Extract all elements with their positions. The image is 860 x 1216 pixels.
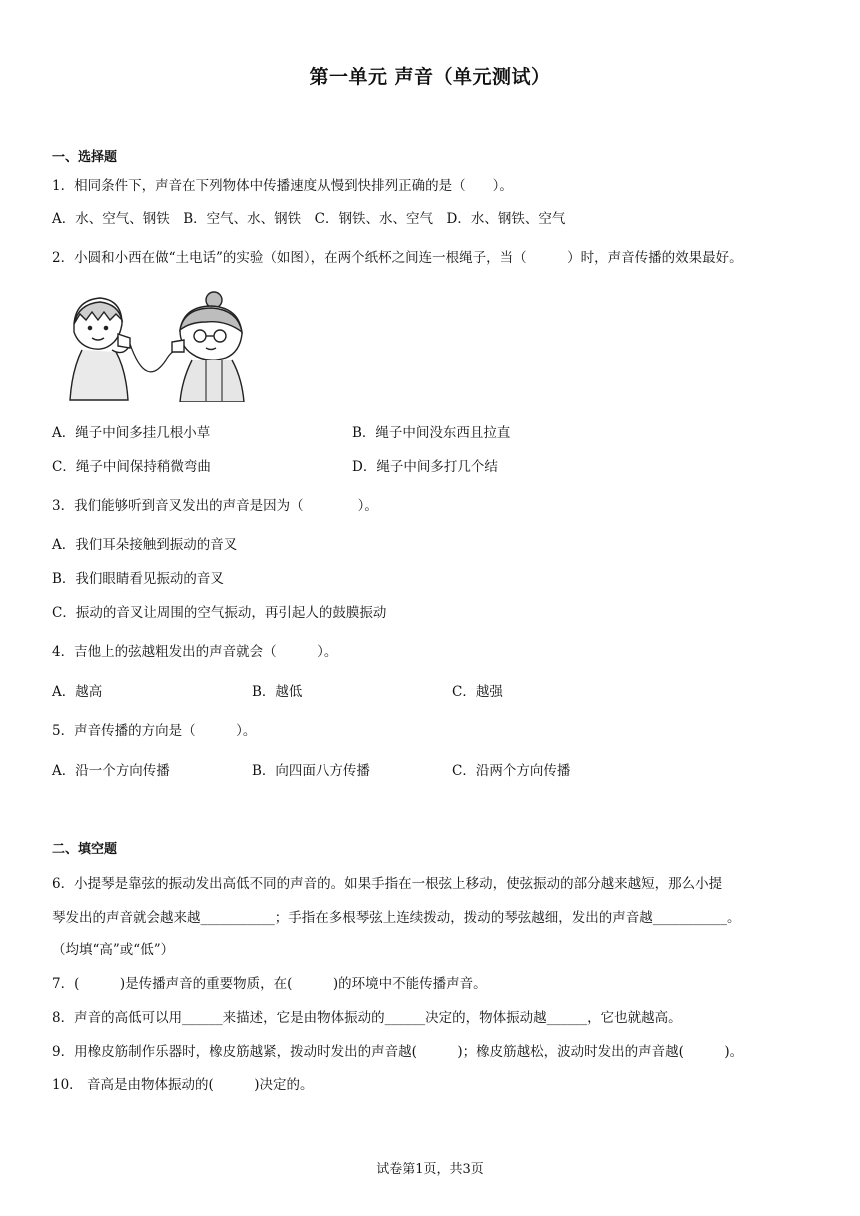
question-3-option-a: A．我们耳朵接触到振动的音叉 — [52, 537, 238, 553]
question-5-option-b: B．向四面八方传播 — [252, 763, 370, 779]
question-2-option-c: C．绳子中间保持稍微弯曲 — [52, 459, 211, 475]
question-2-option-d: D．绳子中间多打几个结 — [352, 459, 498, 475]
question-4-option-c: C．越强 — [452, 684, 503, 700]
section-heading-fill: 二、填空题 — [52, 842, 118, 857]
question-6-line-3: （均填“高”或“低”） — [52, 942, 175, 958]
question-4-option-a: A．越高 — [52, 684, 103, 700]
question-6-line-1: 6．小提琴是靠弦的振动发出高低不同的声音的。如果手指在一根弦上移动，使弦振动的部分越来越短，那么小提 — [52, 876, 723, 892]
question-4-stem: 4．吉他上的弦越粗发出的声音就会（ ）。 — [52, 644, 338, 660]
question-2-option-a: A．绳子中间多挂几根小草 — [52, 425, 211, 441]
question-1-options: A．水、空气、钢铁 B．空气、水、钢铁 C．钢铁、水、空气 D．水、钢铁、空气 — [52, 211, 566, 227]
girl-figure — [172, 292, 244, 402]
question-1-stem: 1．相同条件下，声音在下列物体中传播速度从慢到快排列正确的是（ ）。 — [52, 178, 513, 194]
question-6-line-2: 琴发出的声音就会越来越___________；手指在多根琴弦上连续拨动，拨动的琴弦越细，发出的声音越___________。 — [52, 910, 741, 926]
question-8: 8．声音的高低可以用______来描述，它是由物体振动的______决定的，物体振动越______，它也就越高。 — [52, 1010, 682, 1026]
question-7: 7．( )是传播声音的重要物质，在( )的环境中不能传播声音。 — [52, 976, 487, 992]
question-5-stem: 5．声音传播的方向是（ ）。 — [52, 723, 257, 739]
question-10: 10． 音高是由物体振动的( )决定的。 — [52, 1077, 314, 1093]
page-title: 第一单元 声音（单元测试） — [309, 66, 551, 88]
question-3-option-c: C．振动的音叉让周围的空气振动，再引起人的鼓膜振动 — [52, 605, 387, 621]
question-3-option-b: B．我们眼睛看见振动的音叉 — [52, 571, 224, 587]
question-2-option-b: B．绳子中间没东西且拉直 — [352, 425, 511, 441]
question-5-option-c: C．沿两个方向传播 — [452, 763, 571, 779]
boy-figure — [70, 298, 130, 400]
question-5-option-a: A．沿一个方向传播 — [52, 763, 170, 779]
question-3-stem: 3．我们能够听到音叉发出的声音是因为（ ）。 — [52, 498, 378, 514]
question-2-stem: 2．小圆和小西在做“土电话”的实验（如图），在两个纸杯之间连一根绳子，当（ ）时，声音传播的效果最好。 — [52, 250, 743, 266]
string-line — [130, 344, 178, 372]
question-9: 9．用橡皮筋制作乐器时，橡皮筋越紧，拨动时发出的声音越( )；橡皮筋越松，波动时发出的声音越( )。 — [52, 1044, 744, 1060]
page-footer: 试卷第1页，共3页 — [376, 1162, 484, 1177]
question-4-option-b: B．越低 — [252, 684, 303, 700]
tin-can-telephone-illustration — [56, 290, 252, 402]
section-heading-choice: 一、选择题 — [52, 150, 118, 165]
